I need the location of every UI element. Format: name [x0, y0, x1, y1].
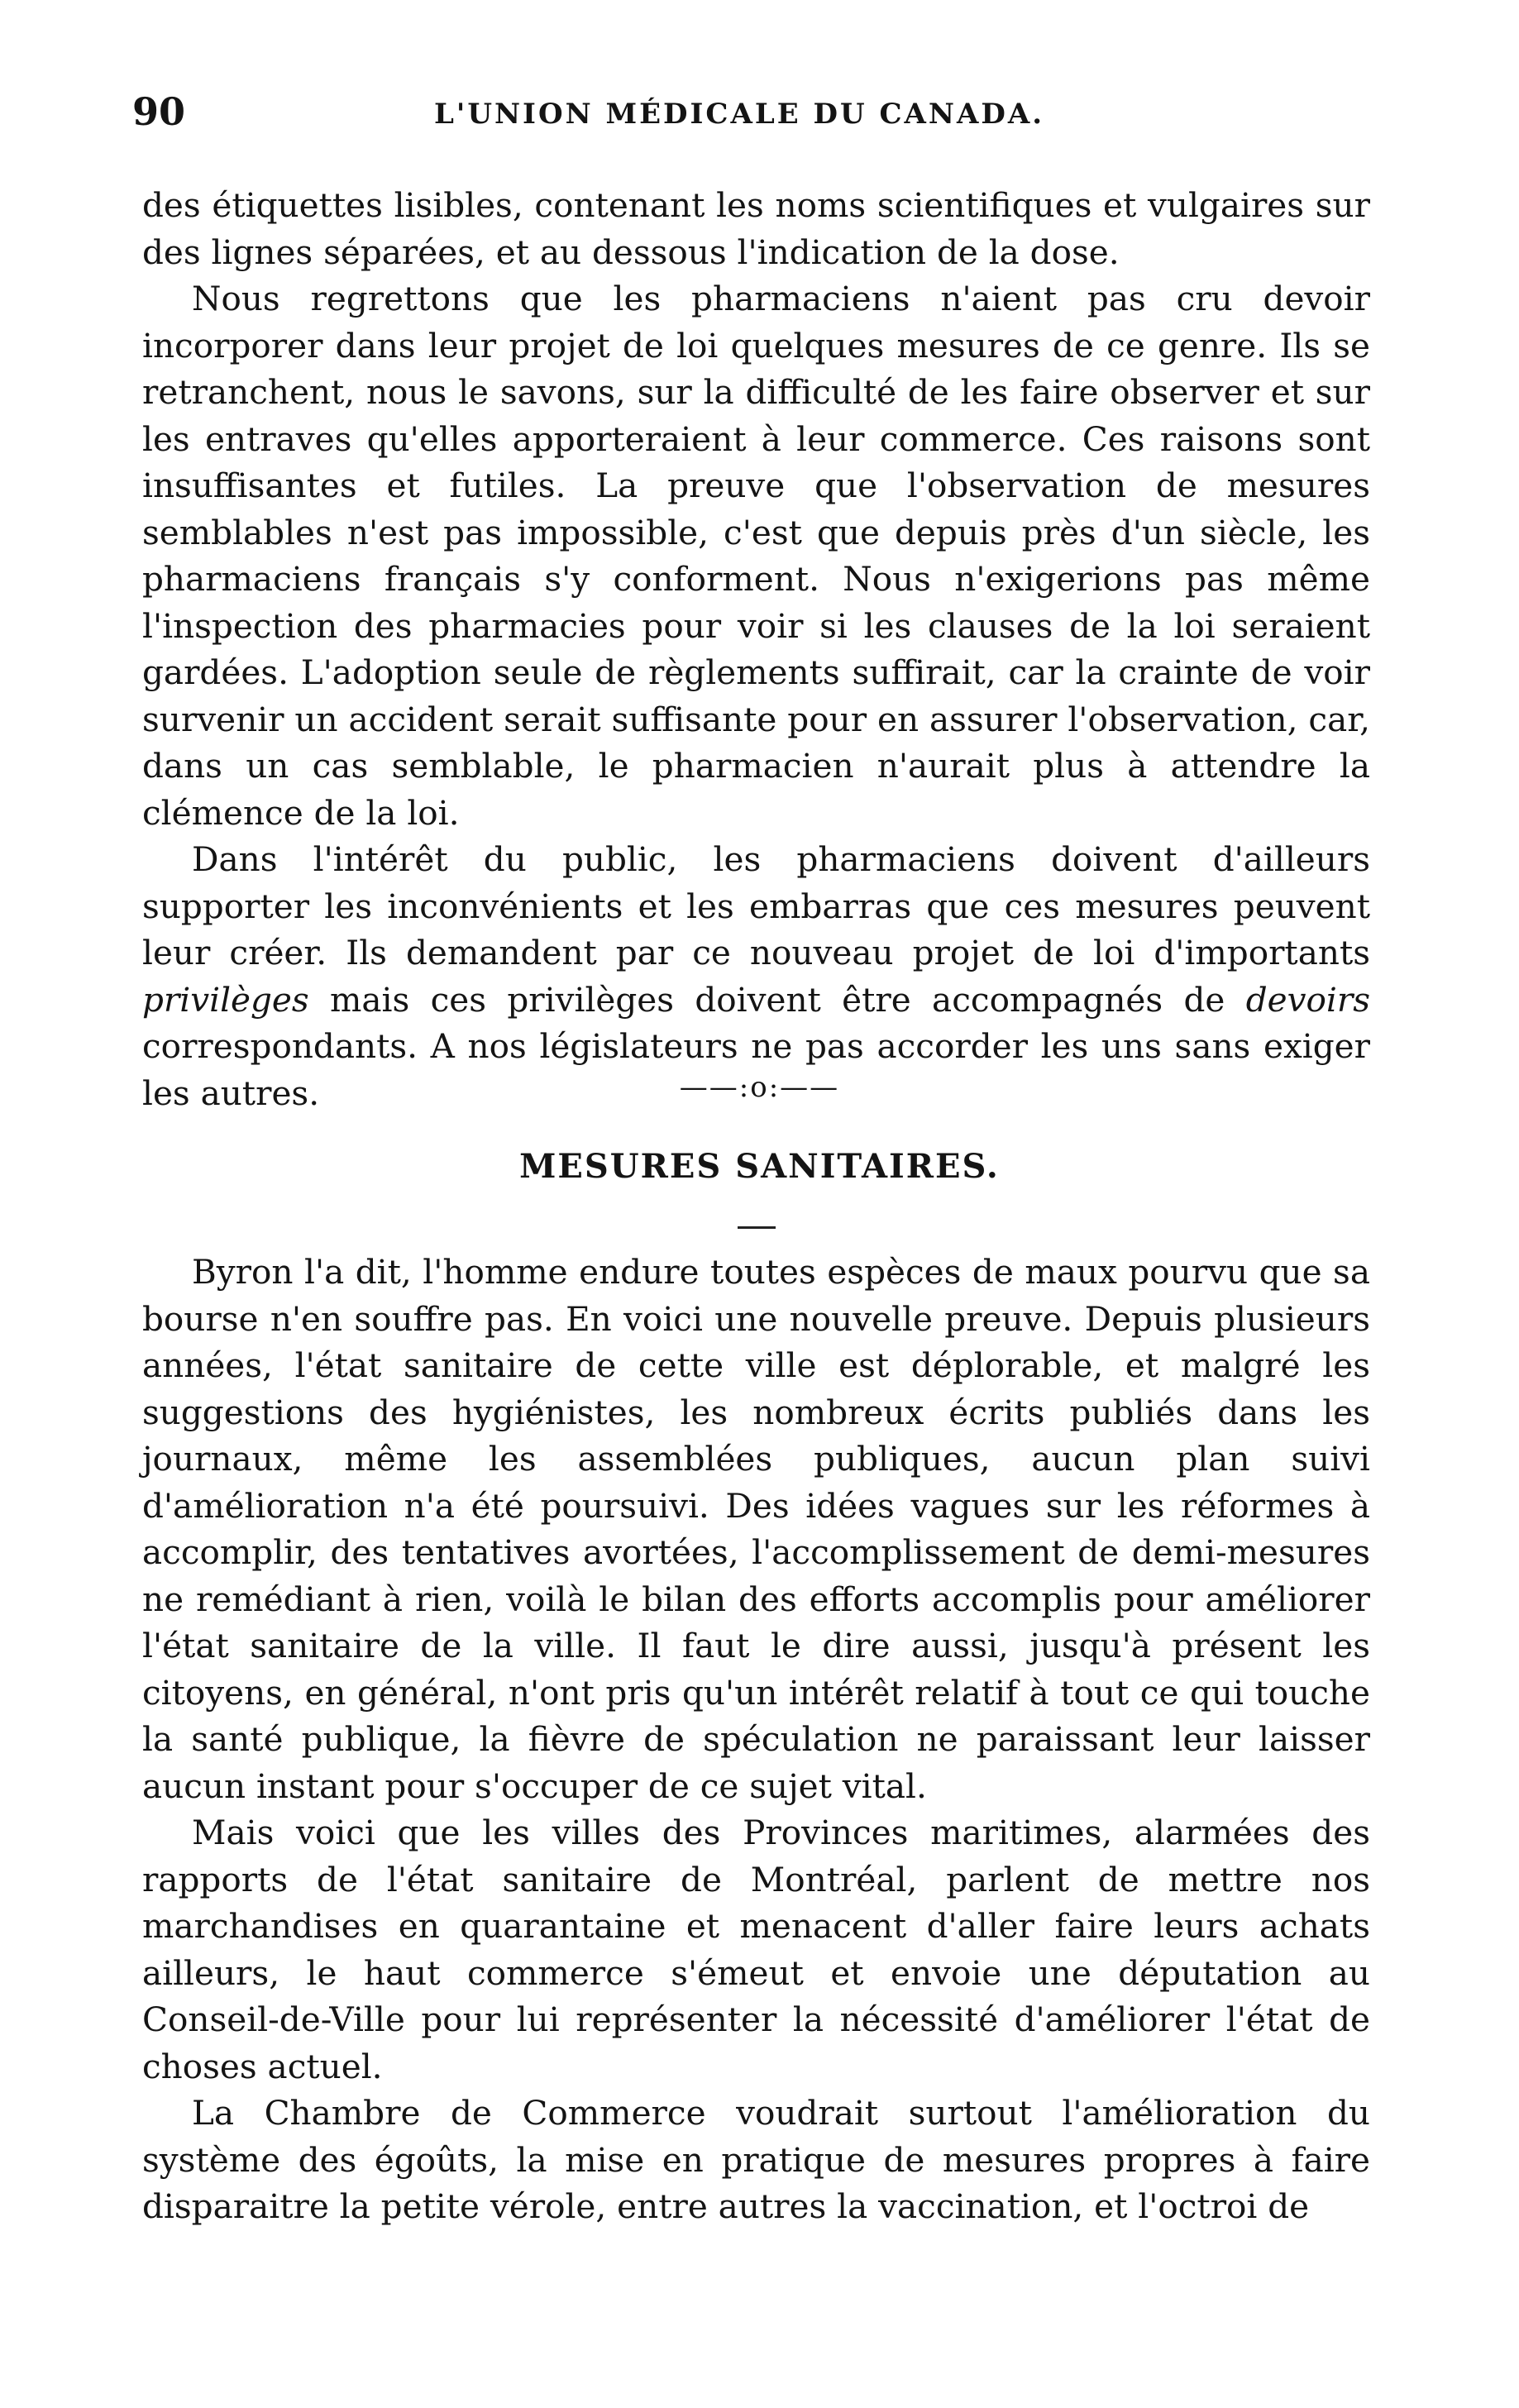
- article-continuation: [142, 182, 1370, 1116]
- emphasis-text: privilèges: [142, 979, 309, 1020]
- running-head: L'UNION MÉDICALE DU CANADA.: [434, 98, 1045, 131]
- section-title: MESURES SANITAIRES.: [519, 1147, 1000, 1186]
- paragraph-text: Dans l'intérêt du public, les pharmaciens doivent d'ailleurs supporter les inconvénients et les embarras que ces mesures peuvent leur créer. Ils demandent par ce nouveau projet de loi d'importants: [142, 839, 1370, 972]
- page-header: [132, 87, 1373, 153]
- paragraph: La Chambre de Commerce voudrait surtout l'amélioration du système des égoûts, la mise en pratique de mesures propres à faire disparaitre la petite vérole, entre autres la vaccination, et l'octroi de: [142, 2093, 1370, 2226]
- paragraph-text: correspondants. A nos législateurs ne pas accorder les uns sans exiger les autres.: [142, 1026, 1370, 1113]
- article-body: [142, 1249, 1370, 2230]
- paragraph: des étiquettes lisibles, contenant les noms scientifiques et vulgaires sur des lignes séparées, et au dessous l'indication de la dose.: [142, 185, 1370, 272]
- emphasis-text: devoirs: [1245, 979, 1370, 1020]
- section-separator: ——:o:——: [679, 1071, 840, 1104]
- paragraph: Mais voici que les villes des Provinces maritimes, alarmées des rapports de l'état sanitaire de Montréal, parlent de mettre nos marchandises en quarantaine et menacent d'aller faire leurs achats ailleurs, le haut commerce s'émeut et envoie une députation au Conseil-de-Ville pour lui représenter la nécessité d'améliorer l'état de choses actuel.: [142, 1813, 1370, 2086]
- paragraph: Byron l'a dit, l'homme endure toutes espèces de maux pourvu que sa bourse n'en souffre pas. En voici une nouvelle preuve. Depuis plusieurs années, l'état sanitaire de cette ville est déplorable, et malgré les suggestions des hygiénistes, les nombreux écrits publiés dans les journaux, même les assemblées publiques, aucun plan suivi d'amélioration n'a été poursuivi. Des idées vagues sur les réformes à accomplir, des tentatives avortées, l'accomplissement de demi-mesures ne remédiant à rien, voilà le bilan des efforts accomplis pour améliorer l'état sanitaire de la ville. Il faut le dire aussi, jusqu'à présent les citoyens, en général, n'ont pris qu'un intérêt relatif à tout ce qui touche la santé publique, la fièvre de spéculation ne paraissant leur laisser aucun instant pour s'occuper de ce sujet vital.: [142, 1252, 1370, 1806]
- title-underline-rule: [738, 1226, 776, 1229]
- paragraph-text: mais ces privilèges doivent être accompagnés de: [330, 979, 1225, 1020]
- page-number: 90: [132, 89, 186, 134]
- paragraph: Nous regrettons que les pharmaciens n'aient pas cru devoir incorporer dans leur projet de loi quelques mesures de ce genre. Ils se retranchent, nous le savons, sur la difficulté de les faire observer et sur les entraves qu'elles apporteraient à leur commerce. Ces raisons sont insuffisantes et futiles. La preuve que l'observation de mesures semblables n'est pas impossible, c'est que depuis près d'un siècle, les pharmaciens français s'y conforment. Nous n'exigerions pas même l'inspection des pharmacies pour voir si les clauses de la loi seraient gardées. L'adoption seule de règlements suffirait, car la crainte de voir survenir un accident serait suffisante pour en assurer l'observation, car, dans un cas semblable, le pharmacien n'aurait plus à attendre la clémence de la loi.: [142, 279, 1370, 833]
